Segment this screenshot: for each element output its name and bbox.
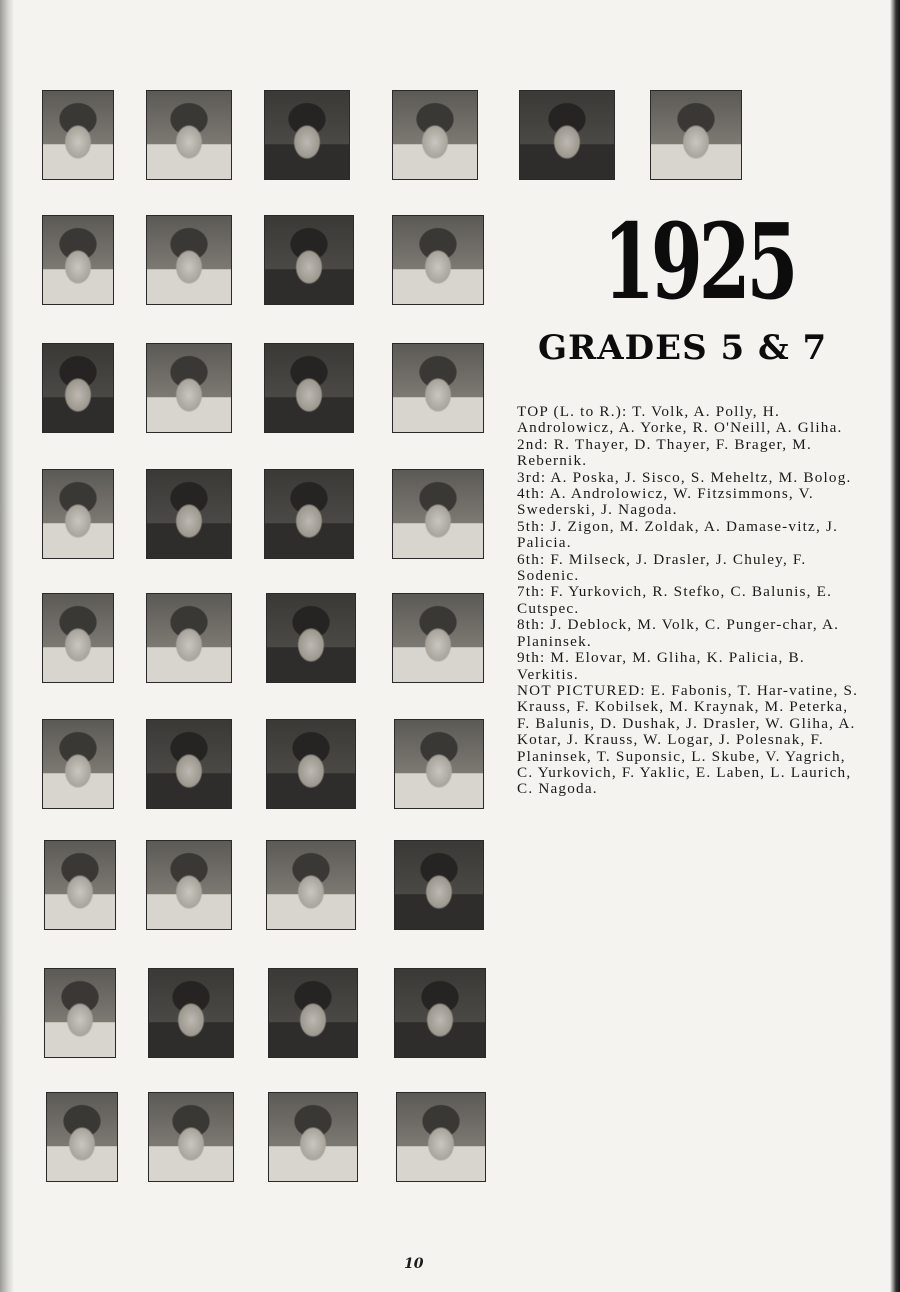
photo-caption (517, 404, 865, 798)
student-photo (266, 719, 356, 809)
grades-title: GRADES 5 & 7 (538, 328, 828, 368)
student-photo (392, 90, 478, 180)
student-photo (392, 593, 484, 683)
student-photo (146, 343, 232, 433)
student-photo (44, 968, 116, 1058)
student-photo (264, 469, 354, 559)
student-photo (42, 469, 114, 559)
caption-line-7th-row: 7th: F. Yurkovich, R. Stefko, C. Balunis, E. Cutspec. (517, 583, 833, 617)
student-photo (42, 593, 114, 683)
caption-line-9th-row: 9th: M. Elovar, M. Gliha, K. Palicia, B. Verkitis. (517, 649, 805, 683)
student-photo (44, 840, 116, 930)
caption-line-3rd-row: 3rd: A. Poska, J. Sisco, S. Meheltz, M. Bolog. (517, 468, 852, 486)
student-photo (148, 1092, 234, 1182)
student-photo (148, 968, 234, 1058)
student-photo (46, 1092, 118, 1182)
class-year: 1925 (603, 200, 795, 323)
student-photo (392, 343, 484, 433)
student-photo (394, 840, 484, 930)
student-photo (42, 215, 114, 305)
student-photo (146, 840, 232, 930)
caption-line-8th-row: 8th: J. Deblock, M. Volk, C. Punger-char, A. Planinsek. (517, 616, 840, 650)
student-photo (264, 343, 354, 433)
student-photo (392, 469, 484, 559)
student-photo (146, 215, 232, 305)
caption-line-4th-row: 4th: A. Androlowicz, W. Fitzsimmons, V. Swederski, J. Nagoda. (517, 485, 814, 519)
caption-line-top-row: TOP (L. to R.): T. Volk, A. Polly, H. Androlowicz, A. Yorke, R. O'Neill, A. Gliha. (517, 403, 843, 437)
student-photo (266, 840, 356, 930)
student-photo (396, 1092, 486, 1182)
caption-line-6th-row: 6th: F. Milseck, J. Drasler, J. Chuley, F. Sodenic. (517, 550, 807, 585)
student-photo (519, 90, 615, 180)
page-number: 10 (404, 1256, 424, 1272)
student-photo (42, 343, 114, 433)
student-photo (146, 593, 232, 683)
student-photo (268, 1092, 358, 1182)
student-photo (42, 90, 114, 180)
student-photo (146, 469, 232, 559)
student-photo (392, 215, 484, 305)
student-photo (42, 719, 114, 809)
caption-line-5th-row: 5th: J. Zigon, M. Zoldak, A. Damase-vitz, J. Palicia. (517, 517, 839, 552)
page-binding-shadow-left (0, 0, 14, 1292)
student-photo (650, 90, 742, 180)
student-photo (394, 968, 486, 1058)
student-photo (146, 90, 232, 180)
student-photo (268, 968, 358, 1058)
caption-line-2nd-row: 2nd: R. Thayer, D. Thayer, F. Brager, M. Rebernik. (517, 435, 812, 470)
student-photo (264, 90, 350, 180)
caption-line-not-pictured: NOT PICTURED: E. Fabonis, T. Har-vatine, S. Krauss, F. Kobilsek, M. Kraynak, M. Peterka, F. Balunis, D. Dushak, J. Drasler, W. Gliha, A. Kotar, J. Krauss, W. Logar, J. Polesnak, F. Planinsek, T. Suponsic, L. Skube, V. Yagrich, C. Yurkovich, F. Yaklic, E. Laben, L. Laurich, C. Nagoda. (517, 681, 859, 798)
student-photo (146, 719, 232, 809)
page-edge-shadow-right (890, 0, 900, 1292)
student-photo (266, 593, 356, 683)
student-photo (394, 719, 484, 809)
student-photo (264, 215, 354, 305)
